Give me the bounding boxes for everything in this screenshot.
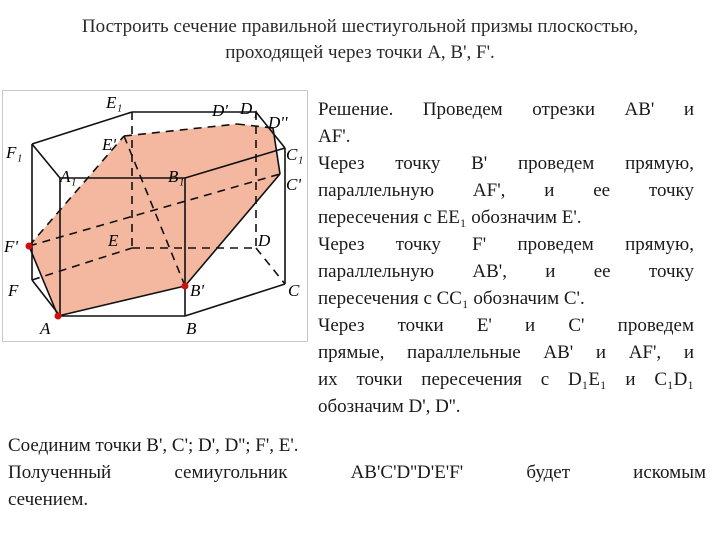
solution-line-2: AF'. [318, 126, 351, 147]
solution-line-3: Через точку B' проведем прямую, [318, 153, 694, 174]
label-C1: C₁ [286, 145, 304, 164]
label-E-prime: E' [102, 135, 117, 154]
label-D1: D₁ [240, 99, 259, 118]
label-C-prime: C' [286, 175, 301, 194]
point-A [55, 313, 62, 320]
label-F-prime: F' [4, 237, 19, 256]
solution-line-7: параллельную AB', и ее точку [318, 261, 694, 282]
label-F: F [8, 281, 19, 300]
edge-E1-F1 [32, 112, 132, 144]
label-F1: F₁ [6, 143, 23, 162]
label-A: A [40, 319, 51, 338]
conclusion-line-3: сечением. [8, 489, 89, 510]
section-polygon [29, 124, 280, 316]
prism-figure [2, 90, 308, 342]
label-E: E [108, 231, 119, 250]
edge-D-C [256, 248, 285, 284]
solution-line-8: пересечения с CC₁ обозначим C'. [318, 288, 585, 309]
label-C: C [288, 281, 300, 300]
label-D-double-prime: D'' [268, 113, 288, 132]
solution-line-12: обозначим D', D''. [318, 396, 461, 417]
point-F-prime [26, 243, 33, 250]
label-B1: B₁ [168, 167, 185, 186]
solution-text [318, 96, 694, 420]
problem-title [0, 14, 720, 66]
label-E1: E₁ [106, 93, 123, 112]
label-B: B [186, 319, 197, 338]
label-D: D [258, 231, 271, 250]
conclusion-line-2: Полученный семиугольник AB'C'D''D'E'F' будет искомым [8, 462, 706, 483]
solution-line-6: Через точку F' проведем прямую, [318, 234, 694, 255]
conclusion-text [8, 432, 706, 513]
solution-line-5: пересечения с EE₁ обозначим E'. [318, 207, 582, 228]
point-B-prime [182, 283, 189, 290]
solution-line-10: прямые, параллельные AB' и AF', и [318, 342, 694, 363]
solution-line-9: Через точки E' и C' проведем [318, 315, 694, 336]
problem-title-line-2: проходящей через точки A, B', F'. [225, 42, 495, 63]
label-B-prime: B' [190, 281, 205, 300]
solution-line-4: параллельную AF', и ее точку [318, 180, 694, 201]
conclusion-line-1: Соединим точки B', C'; D', D''; F', E'. [8, 435, 299, 456]
edge-F1-A1 [32, 144, 60, 178]
problem-title-line-1: Построить сечение правильной шестиугольной призмы плоскостью, [81, 16, 639, 37]
label-A1: A₁ [60, 167, 77, 186]
solution-line-1: Решение. Проведем отрезки AB' и [318, 99, 694, 120]
label-D-prime-top: D' [212, 101, 228, 120]
solution-line-11: их точки пересечения с D₁E₁ и C₁D₁ [318, 369, 694, 390]
